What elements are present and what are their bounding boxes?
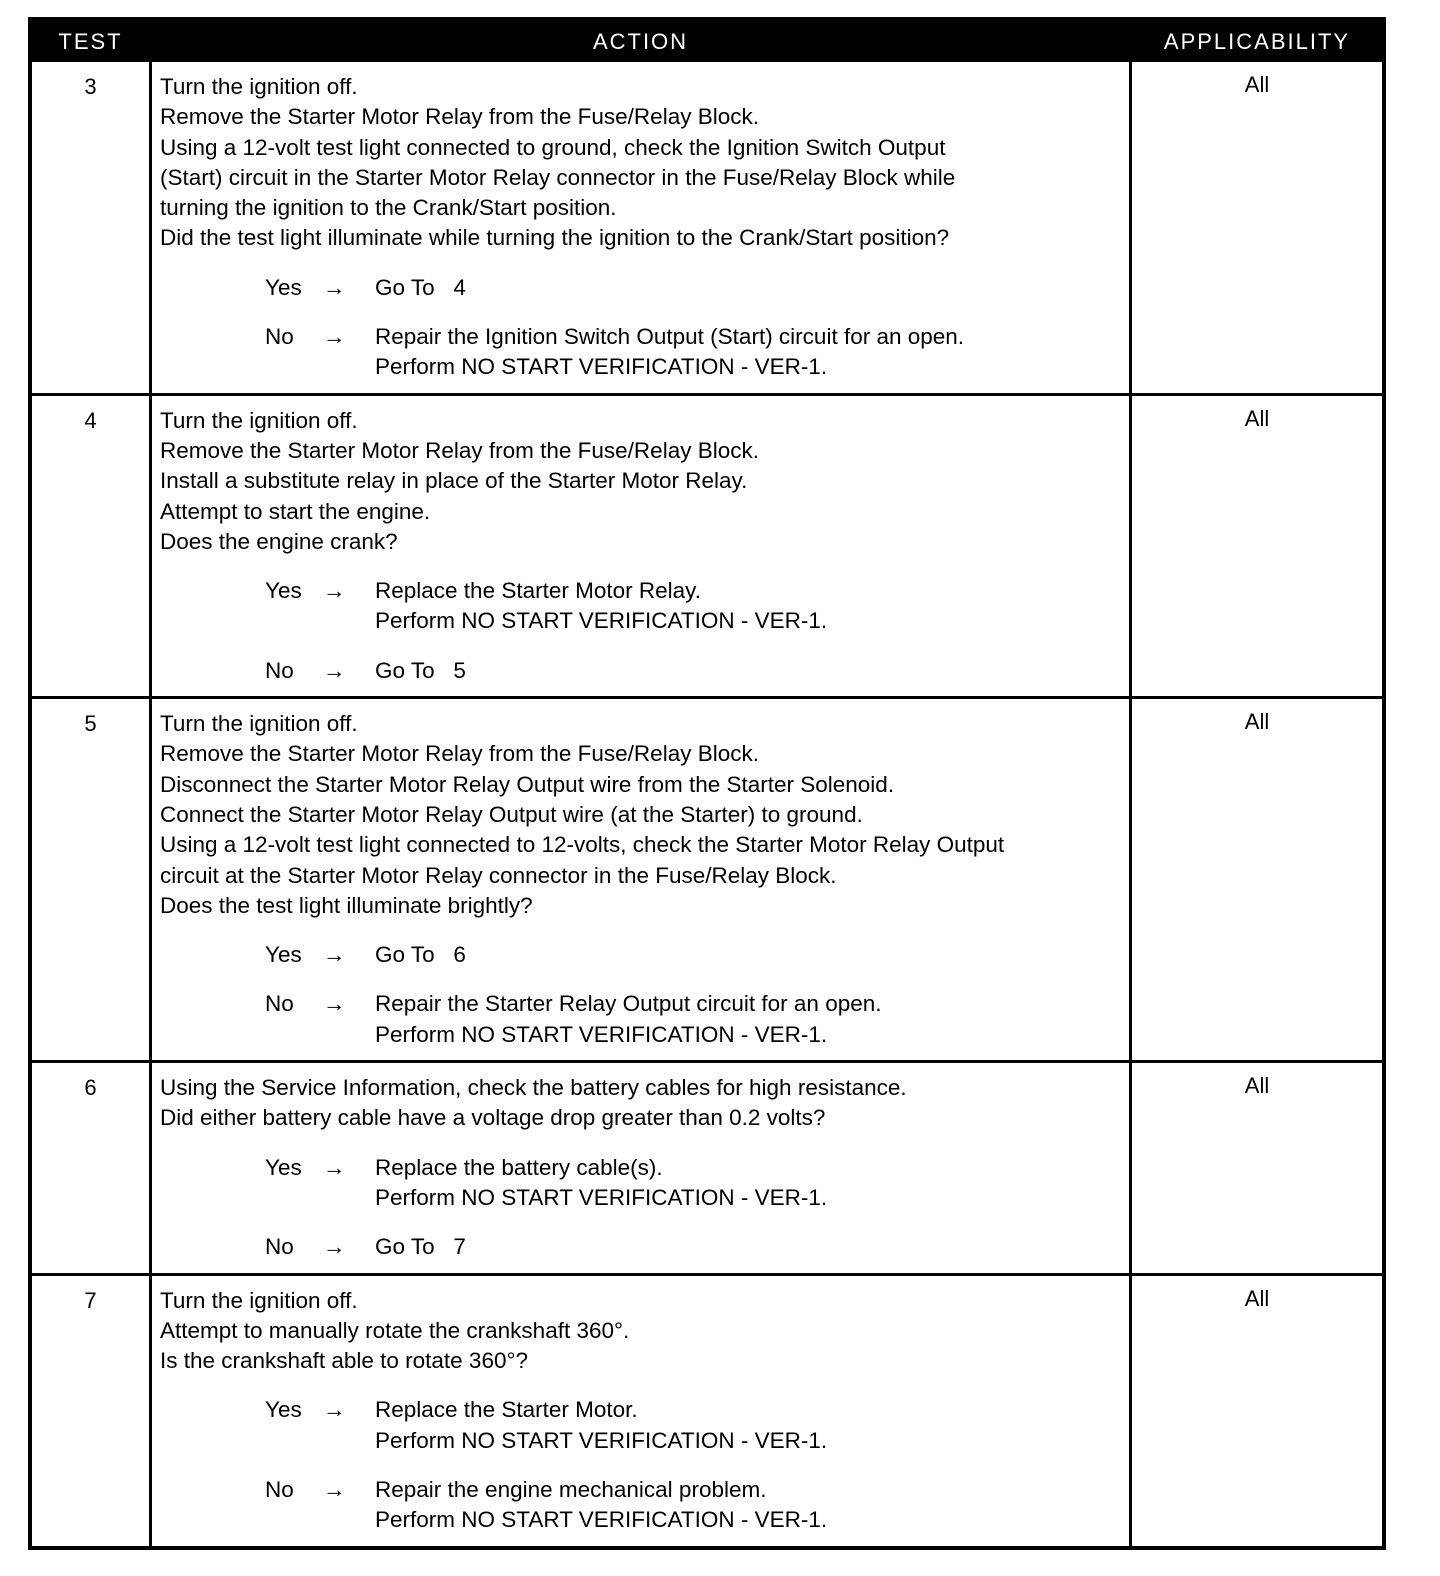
result-line: Go To 6 [375,942,466,968]
action-step: Install a substitute relay in place of the Starter Motor Relay. [160,468,748,494]
result-line: Replace the battery cable(s). [375,1154,663,1180]
results [160,273,1123,383]
action-step: Turn the ignition off. [160,74,358,99]
result-no [265,1475,1123,1536]
results [160,1153,1123,1263]
result-line: Perform NO START VERIFICATION - VER-1. [375,608,828,634]
result-no [265,656,1123,686]
action-step: Using the Service Information, check the battery cables for high resistance. [160,1075,907,1101]
action-step: Using a 12-volt test light connected to ground, check the Ignition Switch Output [160,134,946,160]
result-line: Repair the engine mechanical problem. [375,1476,767,1502]
applicability-value: All [1244,1285,1270,1311]
action-step: Remove the Starter Motor Relay from the Fuse/Relay Block. [160,437,759,463]
result-line: Perform NO START VERIFICATION - VER-1. [375,354,828,380]
action-steps [160,406,1123,557]
results [160,940,1123,1050]
result-yes-text [375,576,1123,637]
result-no [265,1232,1123,1262]
table-body [32,62,1382,1546]
action-steps [160,1286,1123,1377]
action-step: Turn the ignition off. [160,1287,358,1313]
result-line: Replace the Starter Motor Relay. [375,578,701,604]
action-steps [160,72,1123,254]
result-no-text [375,1232,1123,1262]
table-header [32,21,1382,62]
results [160,1395,1123,1535]
applicability-value: All [1244,405,1270,431]
result-line: Perform NO START VERIFICATION - VER-1. [375,1184,828,1210]
result-yes [265,576,1123,637]
arrow-right-icon: → [323,991,346,1017]
action-step: (Start) circuit in the Starter Motor Relay connector in the Fuse/Relay Block while [160,164,956,190]
arrow-right-icon: → [323,274,346,300]
result-line: Perform NO START VERIFICATION - VER-1. [375,1427,828,1453]
result-yes-label: Yes [265,274,302,300]
result-line: Go To 4 [375,274,466,300]
result-no-label: No [265,1234,294,1260]
action-cell [149,1063,1132,1272]
arrow-right-icon: → [323,1476,346,1502]
arrow-right-icon: → [323,324,346,350]
action-step: turning the ignition to the Crank/Start position. [160,195,617,221]
result-line: Perform NO START VERIFICATION - VER-1. [375,1507,828,1533]
test-number: 5 [84,711,97,737]
action-step: Disconnect the Starter Motor Relay Output wire from the Starter Solenoid. [160,771,895,797]
result-no [265,989,1123,1050]
result-line: Replace the Starter Motor. [375,1397,638,1423]
result-yes-text [375,273,1123,303]
action-cell [149,62,1132,393]
result-no-text [375,322,1123,383]
action-step: Attempt to manually rotate the crankshaft 360°. [160,1317,630,1343]
test-number: 7 [84,1287,97,1313]
action-cell [149,699,1132,1060]
result-no-label: No [265,324,294,350]
arrow-right-icon: → [323,1234,346,1260]
action-step: Does the engine crank? [160,528,398,554]
results [160,576,1123,686]
result-yes-label: Yes [265,578,302,604]
action-step: circuit at the Starter Motor Relay connector in the Fuse/Relay Block. [160,862,837,888]
header-test: TEST [58,28,123,54]
test-number: 6 [84,1075,97,1101]
result-yes-text [375,1395,1123,1456]
action-step: Connect the Starter Motor Relay Output wire (at the Starter) to ground. [160,801,863,827]
action-cell [149,1276,1132,1546]
applicability-value: All [1244,1073,1270,1099]
action-step: Remove the Starter Motor Relay from the Fuse/Relay Block. [160,104,759,130]
result-line: Go To 5 [375,657,466,683]
test-number: 3 [84,74,97,99]
header-action: ACTION [592,28,689,54]
table-row [32,62,1382,393]
arrow-right-icon: → [323,1397,346,1423]
result-no-label: No [265,657,294,683]
action-step: Did either battery cable have a voltage drop greater than 0.2 volts? [160,1105,826,1131]
table-row [32,696,1382,1060]
result-yes-label: Yes [265,1397,302,1423]
header-applicability: APPLICABILITY [1163,28,1351,54]
table-row [32,393,1382,696]
arrow-right-icon: → [323,1154,346,1180]
result-line: Go To 7 [375,1234,466,1260]
arrow-right-icon: → [323,942,346,968]
action-cell [149,396,1132,696]
action-step: Using a 12-volt test light connected to 12-volts, check the Starter Motor Relay Output [160,832,1005,858]
result-no [265,322,1123,383]
table-row [32,1060,1382,1272]
arrow-right-icon: → [323,578,346,604]
result-no-text [375,656,1123,686]
test-number: 4 [84,407,97,433]
action-step: Is the crankshaft able to rotate 360°? [160,1348,528,1374]
result-no-text [375,989,1123,1050]
action-step: Turn the ignition off. [160,711,358,737]
result-yes [265,1153,1123,1214]
result-yes-label: Yes [265,942,302,968]
result-no-label: No [265,1476,294,1502]
result-no-label: No [265,991,294,1017]
result-line: Repair the Starter Relay Output circuit for an open. [375,991,882,1017]
result-yes [265,940,1123,970]
action-step: Remove the Starter Motor Relay from the Fuse/Relay Block. [160,741,759,767]
result-no-text [375,1475,1123,1536]
applicability-value: All [1244,72,1270,97]
diagnostic-table [28,17,1386,1550]
action-step: Turn the ignition off. [160,407,358,433]
action-steps [160,1073,1123,1134]
result-yes [265,1395,1123,1456]
arrow-right-icon: → [323,657,346,683]
result-yes-text [375,940,1123,970]
action-step: Does the test light illuminate brightly? [160,892,533,918]
result-yes [265,273,1123,303]
result-yes-text [375,1153,1123,1214]
action-step: Did the test light illuminate while turning the ignition to the Crank/Start position? [160,225,950,251]
result-yes-label: Yes [265,1154,302,1180]
action-steps [160,709,1123,921]
table-row [32,1273,1382,1546]
action-step: Attempt to start the engine. [160,498,431,524]
result-line: Repair the Ignition Switch Output (Start) circuit for an open. [375,324,965,350]
applicability-value: All [1244,709,1270,735]
result-line: Perform NO START VERIFICATION - VER-1. [375,1021,828,1047]
